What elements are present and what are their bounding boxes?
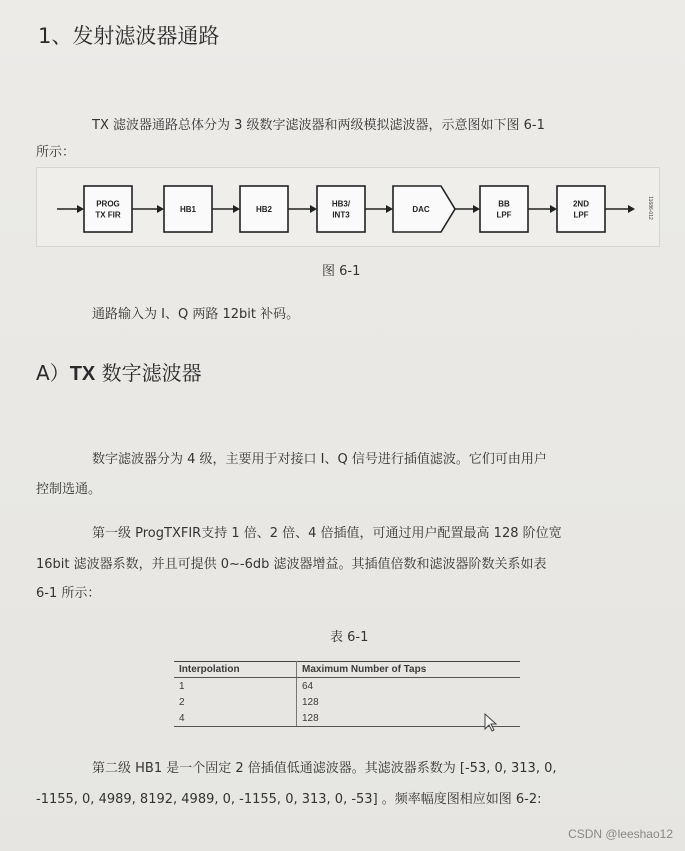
heading-tx: TX [69,363,96,385]
input-arrow [57,205,84,213]
block-diagram [36,167,660,247]
heading-text: 数字滤波器 [95,361,202,385]
figure-code: 11686-012 [647,196,653,220]
output-arrow [605,205,635,213]
hb2-block [240,186,288,232]
table-row [174,678,520,695]
block-label: LPF [496,210,512,220]
table-row [174,694,520,710]
block-label: TX FIR [95,210,121,220]
block-label: DAC [412,205,430,214]
block-label: HB3/ [331,199,351,209]
table-caption: 表 6-1 [330,630,369,645]
interpolation-table [174,661,520,727]
table-header-row [174,662,520,678]
bb-lpf-block [480,186,528,232]
section-heading: 1、发射滤波器通路 [38,24,220,48]
block-label: LPF [573,210,589,220]
paragraph-line: 第一级 ProgTXFIR支持 1 倍、2 倍、4 倍插值，可通过用户配置最高 128 阶位宽 [92,526,562,541]
connector-arrow [455,205,480,213]
hb1-block [164,186,212,232]
paragraph-line: 数字滤波器分为 4 级，主要用于对接口 I、Q 信号进行插值滤波。它们可由用户 [92,452,547,467]
table-row [174,710,520,727]
table-header: Interpolation [174,662,297,678]
dac-block [393,186,455,232]
table-cell: 128 [302,696,319,708]
paragraph-line: 第二级 HB1 是一个固定 2 倍插值低通滤波器。其滤波器系数为 [-53, 0, 313, 0, [92,761,557,776]
connector-arrow [288,205,317,213]
table-header: Maximum Number of Taps [297,662,521,678]
block-label: 2ND [572,199,590,209]
hb3-int3-block [317,186,365,232]
paragraph-line: 16bit 滤波器系数，并且可提供 0~-6db 滤波器增益。其插值倍数和滤波器阶数关系如表 [36,557,547,572]
signal-chain-diagram [37,168,659,246]
connector-arrow [365,205,393,213]
paragraph-line: 控制选通。 [36,482,102,497]
second-lpf-block [557,186,605,232]
table-cell: 64 [302,680,314,692]
block-label: HB2 [255,205,273,214]
prog-tx-fir-block [84,186,132,232]
table-cell: 2 [174,694,297,710]
heading-prefix: A） [36,361,70,385]
paragraph-line: -1155, 0, 4989, 8192, 4989, 0, -1155, 0, 313, 0, -53] 。频率幅度图相应如图 6-2: [36,792,542,807]
block-label: HB1 [179,205,197,214]
subsection-heading [36,357,202,386]
table-cell: 1 [174,678,297,695]
paragraph-line: 通路输入为 I、Q 两路 12bit 补码。 [92,307,300,322]
paragraph-line: 所示： [36,145,76,160]
paragraph-line: 6-1 所示： [36,586,101,601]
table-cell: 4 [174,710,297,727]
mouse-cursor-icon [484,713,498,733]
paragraph-line: TX 滤波器通路总体分为 3 级数字滤波器和两级模拟滤波器，示意图如下图 6-1 [92,118,545,133]
table-cell: 128 [297,710,521,727]
connector-arrow [528,205,557,213]
watermark: CSDN @leeshao12 [568,827,673,841]
connector-arrow [132,205,164,213]
block-label: BB [498,199,510,209]
figure-caption: 图 6-1 [322,264,361,279]
block-label: PROG [96,199,120,209]
connector-arrow [212,205,240,213]
block-label: INT3 [332,210,350,220]
